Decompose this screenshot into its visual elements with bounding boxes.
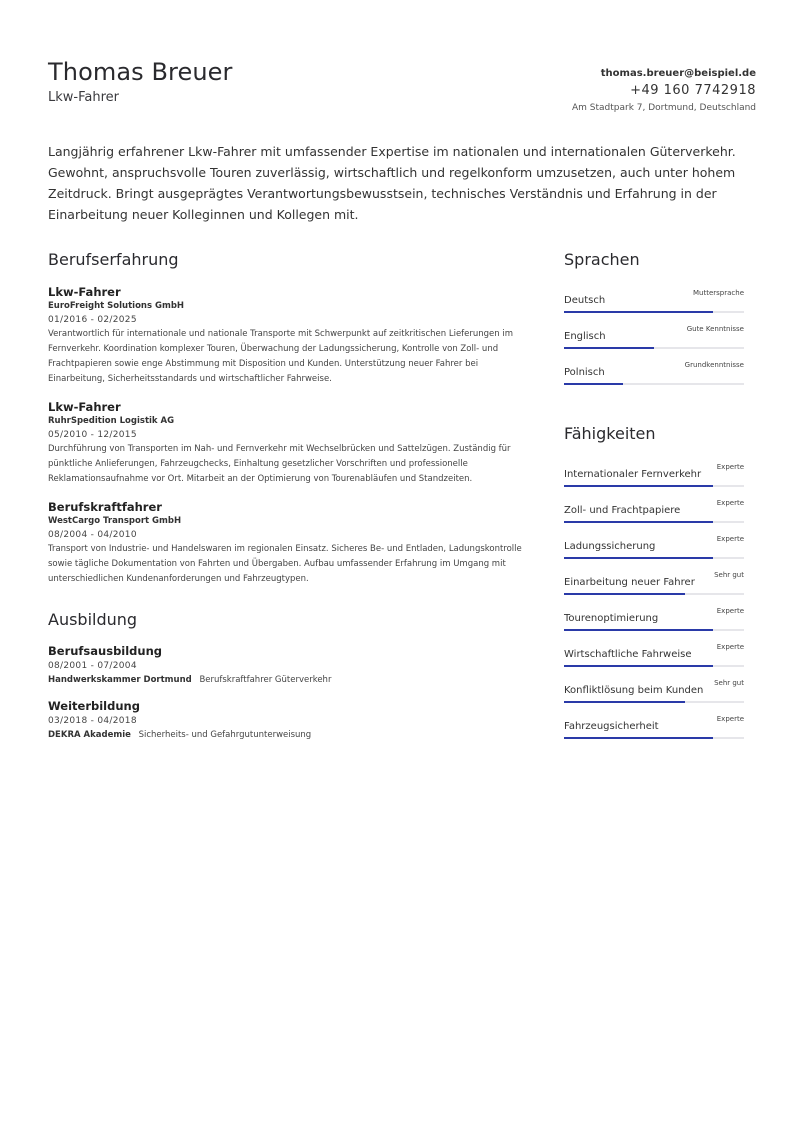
experience-heading: Berufserfahrung (48, 250, 179, 269)
skill-name: Zoll- und Frachtpapiere (564, 505, 681, 516)
education-dates: 08/2001 - 07/2004 (48, 661, 137, 671)
skill-item (564, 457, 744, 493)
skill-level-bar (564, 737, 713, 739)
skills-heading: Fähigkeiten (564, 424, 656, 443)
skill-name: Tourenoptimierung (564, 613, 659, 624)
skill-level-bar (564, 629, 713, 631)
job-company: EuroFreight Solutions GmbH (48, 301, 185, 311)
skill-level-bar (564, 593, 685, 595)
skill-level: Experte (716, 643, 744, 651)
job-description: Transport von Industrie- und Handelswaren im regionalen Einsatz. Sicheres Be- und Entladen, Ladungskontrolle sowie tägliche Dokumentation von Fahrten und Übergaben. Aufbau umfassender Erfahrung im Umgang mit unterschiedlichen Kundenanforderungen und Fahrzeugtypen. (48, 544, 522, 584)
experience-item (48, 499, 526, 587)
education-item (48, 698, 526, 743)
candidate-name: Thomas Breuer (48, 58, 233, 86)
skill-level-track (564, 737, 744, 739)
language-item (564, 355, 744, 391)
main-column (48, 250, 526, 743)
skill-level-bar (564, 485, 713, 487)
language-item (564, 283, 744, 319)
education-institution: Handwerkskammer Dortmund (48, 675, 192, 685)
education-title: Berufsausbildung (48, 644, 163, 658)
job-title: Berufskraftfahrer (48, 500, 162, 514)
contact-phone[interactable]: +49 160 7742918 (630, 83, 756, 98)
education-title: Weiterbildung (48, 699, 140, 713)
skill-level-track (564, 593, 744, 595)
job-description: Verantwortlich für internationale und nationale Transporte mit Schwerpunkt auf zeitkritischen Lieferungen im Fernverkehr. Koordination komplexer Touren, Überwachung der Ladungssicherung, Kontrolle von Zoll- und Frachtpapieren sowie enge Abstimmung mit Disposition und Kunden. Unterstützung neuer Fahrer bei Einarbeitung, Sicherheitsstandards und wirtschaftlicher Fahrweise. (48, 329, 514, 384)
education-details (48, 673, 526, 688)
language-name: Polnisch (564, 367, 605, 378)
skill-level-track (564, 701, 744, 703)
language-list (564, 283, 744, 391)
skill-name: Wirtschaftliche Fahrweise (564, 649, 692, 660)
education-item (48, 643, 526, 688)
language-name: Deutsch (564, 295, 606, 306)
skill-item (564, 493, 744, 529)
skill-level-track (564, 557, 744, 559)
experience-item (48, 399, 526, 487)
job-company: RuhrSpedition Logistik AG (48, 416, 175, 426)
contact-block (572, 67, 756, 115)
skill-item (564, 709, 744, 745)
education-list (48, 643, 526, 743)
job-title: Lkw-Fahrer (48, 285, 121, 299)
skill-level: Sehr gut (714, 571, 744, 579)
job-dates: 05/2010 - 12/2015 (48, 430, 137, 440)
skill-name: Einarbeitung neuer Fahrer (564, 577, 695, 588)
language-level-bar (564, 347, 654, 349)
profile-summary: Langjährig erfahrener Lkw-Fahrer mit umfassender Expertise im nationalen und internationalen Güterverkehr. Gewohnt, anspruchsvolle Touren zuverlässig, wirtschaftlich und regelkonform umzusetzen, auch unter hohem Zeitdruck. Bringt ausgeprägtes Verantwortungsbewusstsein, technisches Verständnis und Erfahrung in der Einarbeitung neuer Kolleginnen und Kollegen mit. (48, 144, 736, 222)
language-level-track (564, 383, 744, 385)
skill-level-bar (564, 521, 713, 523)
skill-level: Sehr gut (714, 679, 744, 687)
skill-level-bar (564, 557, 713, 559)
language-level-track (564, 311, 744, 313)
contact-email[interactable]: thomas.breuer@beispiel.de (600, 68, 756, 79)
experience-item (48, 284, 526, 387)
languages-heading: Sprachen (564, 250, 640, 269)
experience-list (48, 284, 526, 587)
skill-level: Experte (716, 535, 744, 543)
job-dates: 08/2004 - 04/2010 (48, 530, 137, 540)
education-field: Berufskraftfahrer Güterverkehr (199, 675, 332, 685)
skill-name: Konfliktlösung beim Kunden (564, 685, 704, 696)
education-field: Sicherheits- und Gefahrgutunterweisung (138, 730, 312, 740)
skill-item (564, 529, 744, 565)
skill-level-track (564, 665, 744, 667)
language-item (564, 319, 744, 355)
job-dates: 01/2016 - 02/2025 (48, 315, 137, 325)
education-institution: DEKRA Akademie (48, 730, 131, 740)
education-dates: 03/2018 - 04/2018 (48, 716, 137, 726)
language-level: Gute Kenntnisse (686, 325, 744, 333)
skill-level: Experte (716, 463, 744, 471)
education-details (48, 728, 526, 743)
job-description: Durchführung von Transporten im Nah- und Fernverkehr mit Wechselbrücken und Sattelzügen. Zuständig für pünktliche Anlieferungen, Fahrzeugchecks, Einhaltung gesetzlicher Vorschriften und professionelle Reklamationsaufnahme vor Ort. Mitarbeit an der Optimierung von Tourenabläufen und Standzeiten. (48, 444, 511, 484)
skill-level-track (564, 485, 744, 487)
skill-name: Internationaler Fernverkehr (564, 469, 702, 480)
skill-item (564, 637, 744, 673)
language-level-track (564, 347, 744, 349)
skill-level-track (564, 629, 744, 631)
language-level: Muttersprache (693, 289, 744, 297)
language-level-bar (564, 383, 623, 385)
skill-level-track (564, 521, 744, 523)
skill-item (564, 565, 744, 601)
skill-list (564, 457, 744, 745)
skill-level: Experte (716, 715, 744, 723)
education-section (48, 610, 526, 743)
language-level: Grundkenntnisse (684, 361, 744, 369)
skill-level-bar (564, 665, 713, 667)
skill-level: Experte (716, 607, 744, 615)
education-heading: Ausbildung (48, 610, 138, 629)
skill-level: Experte (716, 499, 744, 507)
candidate-role: Lkw-Fahrer (48, 90, 119, 105)
skill-item (564, 673, 744, 709)
job-title: Lkw-Fahrer (48, 400, 121, 414)
language-level-bar (564, 311, 713, 313)
skill-level-bar (564, 701, 685, 703)
skill-name: Ladungssicherung (564, 541, 656, 552)
sidebar-column (564, 250, 744, 745)
skill-name: Fahrzeugsicherheit (564, 721, 659, 732)
language-name: Englisch (564, 331, 606, 342)
contact-address: Am Stadtpark 7, Dortmund, Deutschland (572, 103, 756, 113)
skill-item (564, 601, 744, 637)
job-company: WestCargo Transport GmbH (48, 516, 182, 526)
